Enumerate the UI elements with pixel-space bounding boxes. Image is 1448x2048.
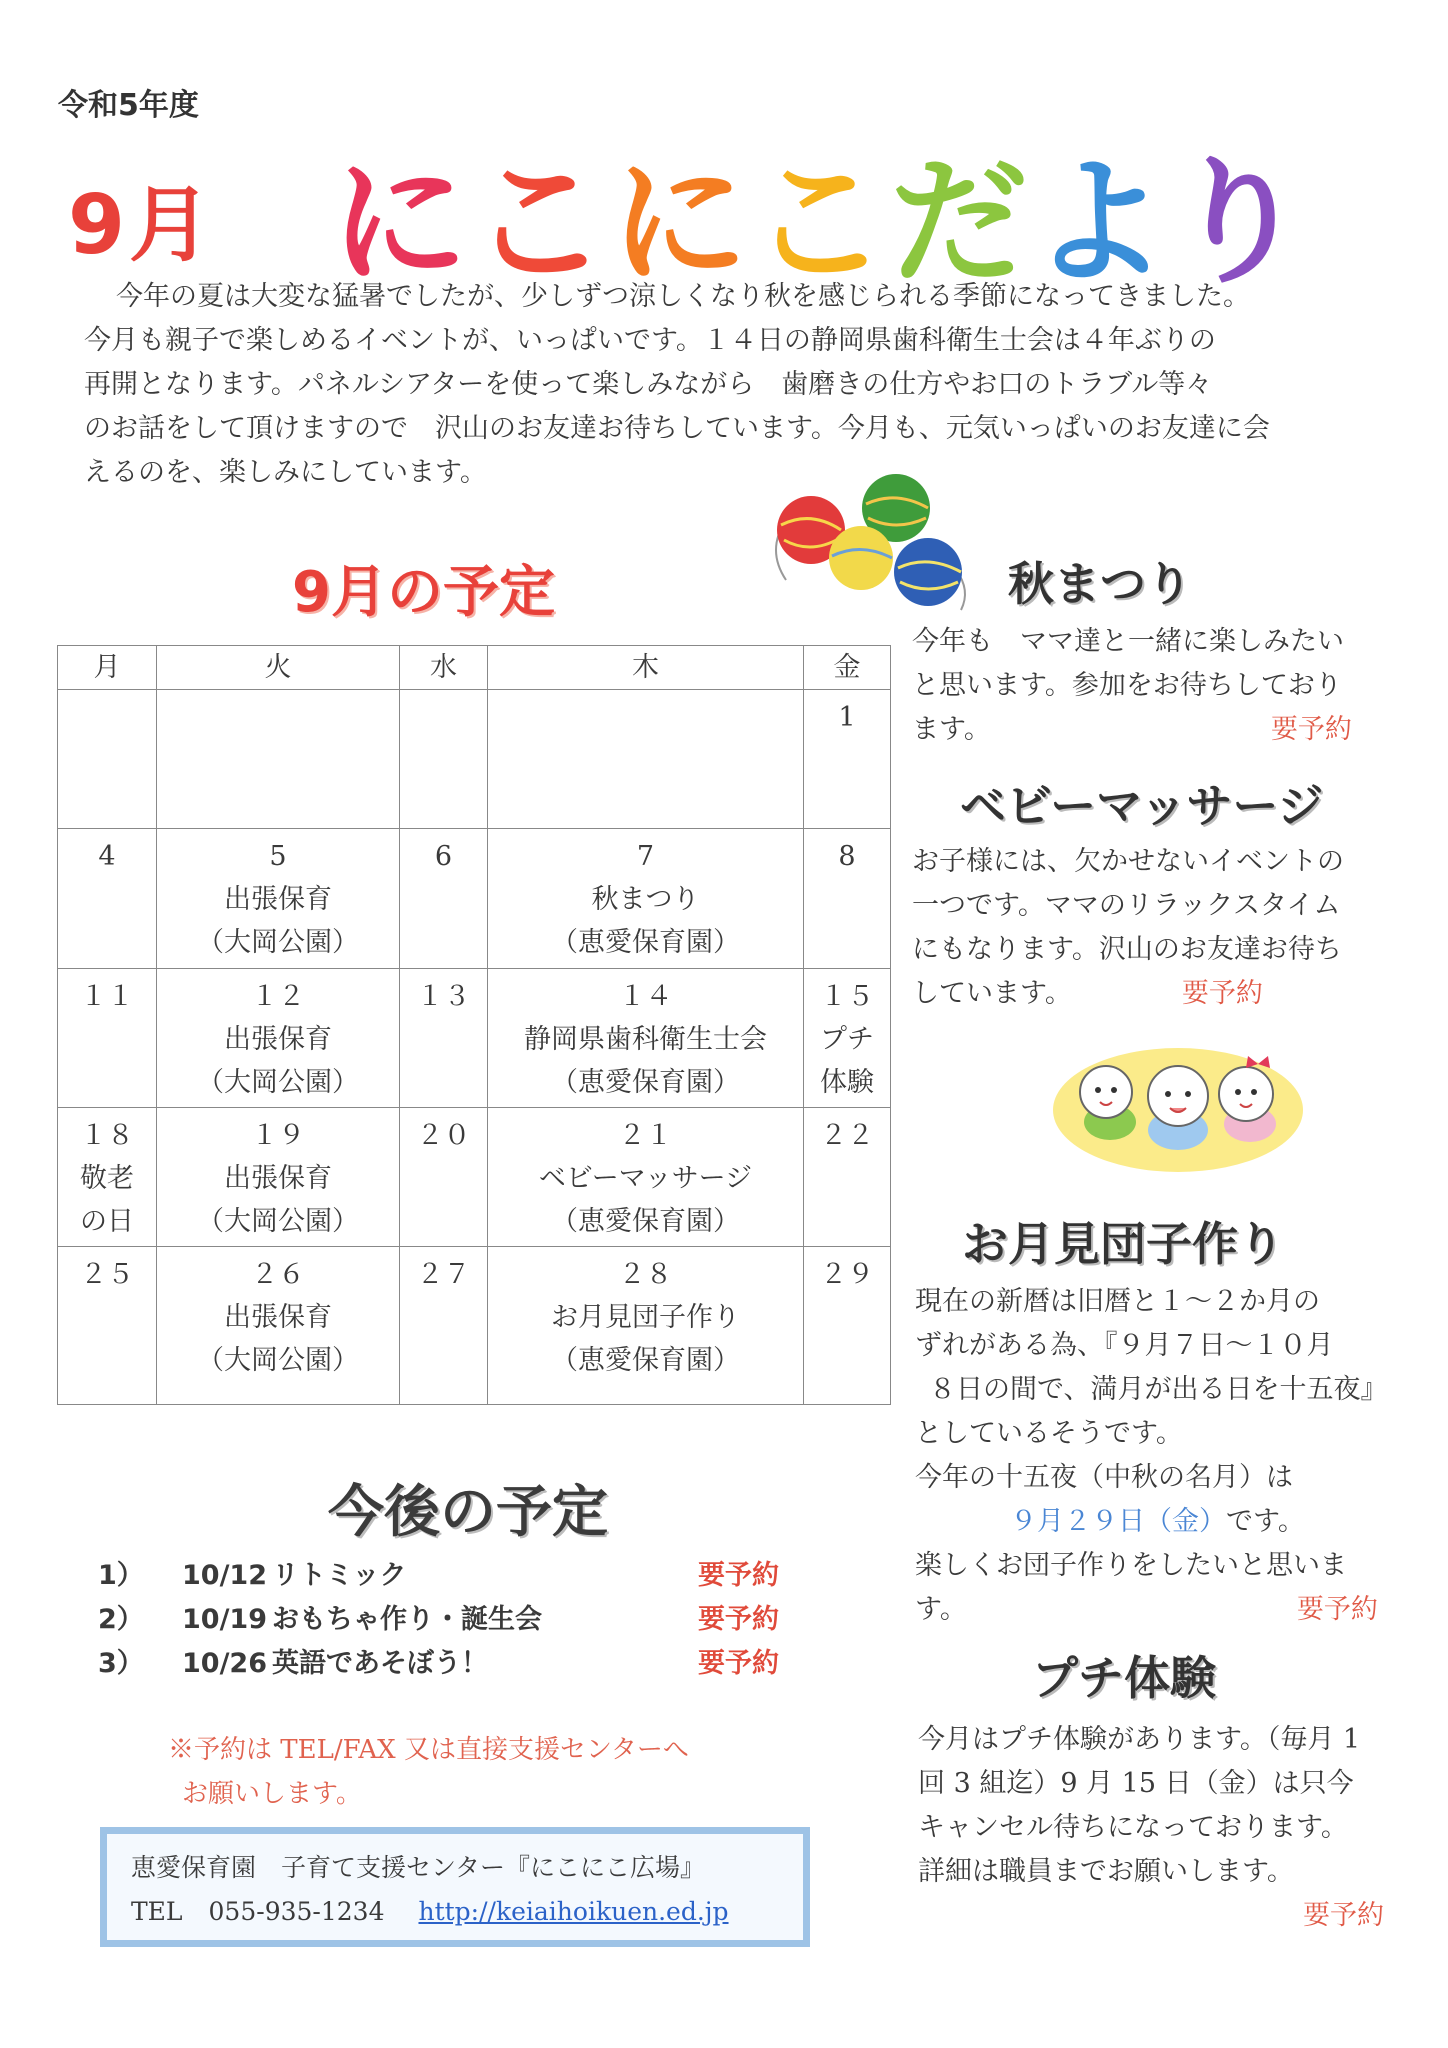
day-number: ２０ bbox=[416, 1120, 471, 1152]
calendar-day-cell bbox=[488, 1247, 804, 1405]
upcoming-number: 3） bbox=[98, 1648, 144, 1679]
upcoming-number: 2） bbox=[98, 1604, 144, 1635]
text-line: キャンセル待ちになっております。 bbox=[918, 1812, 1348, 1843]
day-number: ２２ bbox=[820, 1120, 874, 1152]
text-line-end: しています。 bbox=[912, 978, 1072, 1009]
upcoming-item bbox=[98, 1553, 779, 1592]
day-number: ２９ bbox=[820, 1259, 874, 1291]
calendar-day-cell bbox=[488, 829, 804, 968]
contact-line bbox=[131, 1890, 779, 1934]
day-number: ２８ bbox=[618, 1259, 673, 1291]
babies-illustration bbox=[1048, 1030, 1308, 1180]
day-number: 4 bbox=[98, 841, 116, 873]
title-char: こ bbox=[750, 142, 891, 303]
calendar-day-cell bbox=[58, 829, 157, 968]
text-line: 今年も ママ達と一緒に楽しみたい bbox=[912, 626, 1344, 657]
upcoming-date: 10/26 bbox=[182, 1648, 268, 1679]
calendar-day-cell bbox=[804, 968, 891, 1107]
text-line: としているそうです。 bbox=[915, 1418, 1183, 1449]
website-link[interactable]: http://keiaihoikuen.ed.jp bbox=[418, 1897, 729, 1926]
baby-massage-description bbox=[912, 840, 1412, 1016]
day-number: ２７ bbox=[416, 1259, 471, 1291]
title-char: に bbox=[610, 142, 751, 303]
day-event: 秋まつり （恵愛保育園） bbox=[551, 884, 740, 959]
text-line bbox=[915, 1500, 1415, 1544]
reservation-required: 要予約 bbox=[1270, 714, 1352, 745]
calendar-day-cell bbox=[157, 829, 400, 968]
day-event: 出張保育 （大岡公園） bbox=[197, 1302, 359, 1377]
note-line: ※予約は TEL/FAX 又は直接支援センターへ bbox=[168, 1735, 689, 1765]
title-char: こ bbox=[470, 142, 611, 303]
intro-line: 今月も親子で楽しめるイベントが、いっぱいです。１４日の静岡県歯科衛生士会は４年ぶりの bbox=[84, 325, 1216, 356]
calendar-header-row bbox=[58, 646, 891, 690]
calendar-week-row bbox=[58, 968, 891, 1107]
akimatsuri-heading: 秋まつり bbox=[1008, 557, 1192, 611]
upcoming-event: 英語であそぼう！ bbox=[272, 1648, 488, 1679]
baby-massage-heading: ベビーマッサージ bbox=[960, 779, 1324, 833]
day-number: 6 bbox=[434, 841, 453, 873]
intro-line: 再開となります。パネルシアターを使って楽しみながら 歯磨きの仕方やお口のトラブル等々 bbox=[84, 369, 1213, 400]
calendar-day-cell bbox=[58, 968, 157, 1107]
calendar-week-row bbox=[58, 1108, 891, 1247]
text-line: 楽しくお団子作りをしたいと思いま bbox=[915, 1550, 1347, 1581]
calendar-day-cell bbox=[400, 1247, 488, 1405]
intro-line: えるのを、楽しみにしています。 bbox=[84, 457, 487, 488]
day-event: 静岡県歯科衛生士会 （恵愛保育園） bbox=[524, 1023, 767, 1098]
intro-paragraph bbox=[84, 275, 1404, 495]
day-event: お月見団子作り （恵愛保育園） bbox=[551, 1302, 740, 1377]
text-line: と思います。参加をお待ちしており bbox=[912, 670, 1342, 701]
calendar-day-cell bbox=[157, 690, 400, 829]
organization-name: 恵愛保育園 子育て支援センター『にこにこ広場』 bbox=[131, 1853, 706, 1882]
upcoming-item bbox=[98, 1597, 779, 1636]
text-line: 今月はプチ体験があります。（毎月 1 bbox=[918, 1724, 1361, 1755]
reservation-required: 要予約 bbox=[1303, 1900, 1384, 1931]
day-number: 8 bbox=[838, 841, 856, 873]
calendar-day-cell bbox=[400, 690, 488, 829]
calendar-week-row bbox=[58, 829, 891, 968]
calendar-day-cell bbox=[58, 1247, 157, 1405]
upcoming-number: 1） bbox=[98, 1560, 144, 1591]
text-line: 詳細は職員までお願いします。 bbox=[918, 1856, 1294, 1887]
day-number: １８ bbox=[80, 1120, 134, 1152]
day-event: 出張保育 （大岡公園） bbox=[197, 884, 359, 959]
upcoming-date: 10/12 bbox=[182, 1560, 268, 1591]
day-number: ２６ bbox=[251, 1259, 305, 1291]
akimatsuri-description bbox=[912, 620, 1412, 752]
title-char: だ bbox=[890, 142, 1031, 303]
text-line: お子様には、欠かせないイベントの bbox=[912, 846, 1344, 877]
upcoming-date: 10/19 bbox=[182, 1604, 268, 1635]
intro-line: のお話をして頂けますので 沢山のお友達お待ちしています。今月も、元気いっぱいのお友達に会 bbox=[84, 413, 1270, 444]
calendar-day-cell bbox=[58, 690, 157, 829]
calendar-day-cell bbox=[488, 1108, 804, 1247]
day-number: ２５ bbox=[80, 1259, 134, 1291]
day-number: １２ bbox=[251, 980, 305, 1012]
calendar-day-cell bbox=[804, 1108, 891, 1247]
calendar-day-cell bbox=[400, 829, 488, 968]
day-header: 月 bbox=[58, 646, 157, 690]
day-number: 5 bbox=[269, 841, 287, 873]
water-balloon-illustration bbox=[756, 460, 976, 620]
calendar-day-cell bbox=[400, 968, 488, 1107]
full-moon-date: ９月２９日（金） bbox=[1010, 1506, 1226, 1537]
day-event: 敬老 の日 bbox=[80, 1163, 134, 1238]
text-line bbox=[915, 1588, 1415, 1632]
upcoming-item bbox=[98, 1641, 779, 1680]
text-line: ずれがある為、『９月７日～１０月 bbox=[915, 1330, 1334, 1361]
text-line: にもなります。沢山のお友達お待ち bbox=[912, 934, 1342, 965]
day-header: 水 bbox=[400, 646, 488, 690]
calendar-day-cell bbox=[488, 690, 804, 829]
day-header: 火 bbox=[157, 646, 400, 690]
text-line-end: す。 bbox=[915, 1594, 967, 1625]
day-event: 出張保育 （大岡公園） bbox=[197, 1163, 359, 1238]
reservation-required: 要予約 bbox=[1181, 978, 1263, 1009]
day-event: 出張保育 （大岡公園） bbox=[197, 1023, 359, 1098]
day-number: １９ bbox=[251, 1120, 305, 1152]
calendar-week-row bbox=[58, 1247, 891, 1405]
title-char: り bbox=[1170, 142, 1311, 303]
calendar-day-cell bbox=[804, 690, 891, 829]
text-line: ８日の間で、満月が出る日を十五夜』 bbox=[929, 1374, 1388, 1405]
petit-taiken-description bbox=[918, 1718, 1418, 1938]
calendar-day-cell bbox=[400, 1108, 488, 1247]
day-header: 木 bbox=[488, 646, 804, 690]
calendar-day-cell bbox=[157, 968, 400, 1107]
reservation-required: 要予約 bbox=[698, 1560, 779, 1591]
title-char: に bbox=[330, 142, 471, 303]
text-line: 今年の十五夜（中秋の名月）は bbox=[915, 1462, 1293, 1493]
calendar-day-cell bbox=[488, 968, 804, 1107]
calendar-day-cell bbox=[157, 1247, 400, 1405]
upcoming-heading: 今後の予定 bbox=[328, 1480, 608, 1545]
upcoming-event: おもちゃ作り・誕生会 bbox=[272, 1604, 542, 1635]
day-event: プチ 体験 bbox=[820, 1023, 874, 1098]
day-header: 金 bbox=[804, 646, 891, 690]
contact-box bbox=[100, 1827, 810, 1947]
text-line bbox=[912, 708, 1412, 752]
september-calendar bbox=[57, 645, 891, 1405]
text-line: 回 3 組迄）9 月 15 日（金）は只今 bbox=[918, 1768, 1354, 1799]
otsukimi-heading: お月見団子作り bbox=[962, 1217, 1284, 1271]
text-line bbox=[912, 972, 1412, 1016]
calendar-day-cell bbox=[804, 829, 891, 968]
reservation-note bbox=[168, 1728, 689, 1816]
text-line-end: ます。 bbox=[912, 714, 991, 745]
month-label: 9月 bbox=[68, 178, 216, 273]
day-number: ２１ bbox=[618, 1120, 673, 1152]
fiscal-year: 令和5年度 bbox=[58, 88, 199, 123]
tel-label: TEL bbox=[131, 1897, 183, 1926]
day-number: １５ bbox=[820, 980, 874, 1012]
title-char: よ bbox=[1030, 142, 1171, 303]
day-number: 7 bbox=[636, 841, 655, 873]
schedule-heading: 9月の予定 bbox=[292, 560, 555, 625]
calendar-day-cell bbox=[58, 1108, 157, 1247]
day-event: ベビーマッサージ （恵愛保育園） bbox=[538, 1163, 753, 1238]
calendar-day-cell bbox=[804, 1247, 891, 1405]
text-line: 現在の新暦は旧暦と１～２か月の bbox=[915, 1286, 1320, 1317]
day-number: 1 bbox=[838, 702, 856, 733]
otsukimi-description bbox=[915, 1280, 1415, 1632]
calendar-day-cell bbox=[157, 1108, 400, 1247]
day-number: １１ bbox=[80, 980, 134, 1012]
tel-number: 055-935-1234 bbox=[208, 1897, 385, 1926]
reservation-required: 要予約 bbox=[1296, 1594, 1378, 1625]
note-line: お願いします。 bbox=[182, 1779, 362, 1809]
upcoming-event: リトミック bbox=[272, 1560, 407, 1591]
petit-taiken-heading: プチ体験 bbox=[1032, 1651, 1216, 1705]
date-suffix: です。 bbox=[1226, 1506, 1305, 1537]
day-number: １３ bbox=[416, 980, 471, 1012]
reservation-required: 要予約 bbox=[698, 1604, 779, 1635]
reservation-required: 要予約 bbox=[698, 1648, 779, 1679]
text-line: 一つです。ママのリラックスタイム bbox=[912, 890, 1341, 921]
day-number: １４ bbox=[618, 980, 673, 1012]
intro-line: 今年の夏は大変な猛暑でしたが、少しずつ涼しくなり秋を感じられる季節になってきました。 bbox=[116, 281, 1250, 312]
calendar-week-row bbox=[58, 690, 891, 829]
